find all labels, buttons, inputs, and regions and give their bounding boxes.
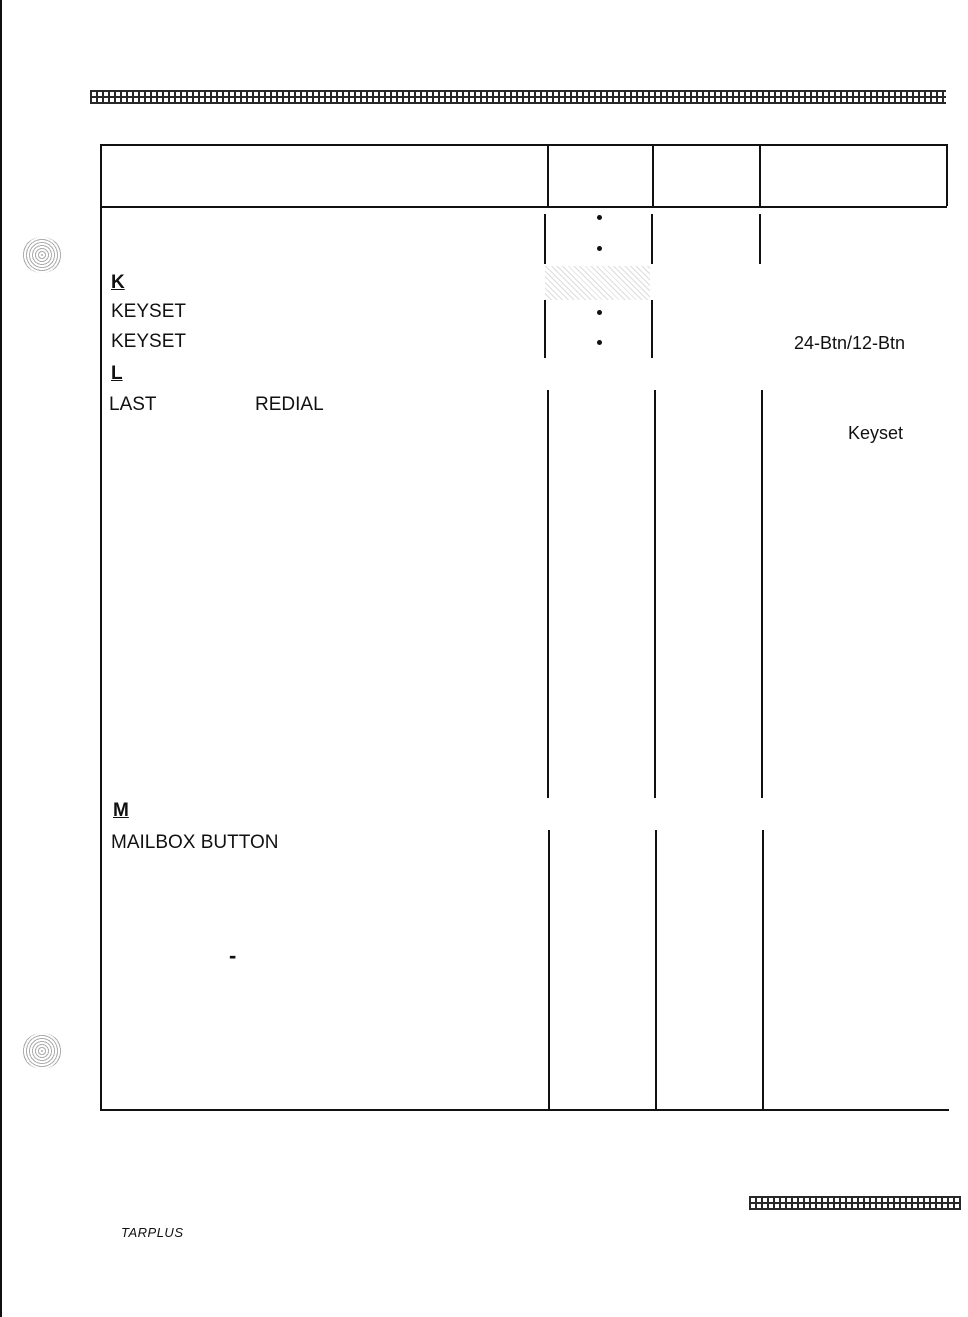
row-label-last: LAST: [109, 394, 157, 415]
bullet-dot: [597, 340, 602, 345]
section-heading-l: L: [111, 363, 123, 384]
col-divider-2: [651, 214, 653, 264]
col-divider-2d: [655, 830, 657, 1109]
bullet-dot: [597, 215, 602, 220]
note-keyset: Keyset: [848, 423, 904, 443]
page-left-rule: [0, 0, 2, 1317]
col-divider-3: [759, 214, 761, 264]
header-col-divider-1: [547, 144, 549, 206]
top-decorative-border: [90, 90, 946, 104]
row-label-keyset: KEYSET: [111, 301, 186, 322]
col-divider-3c: [761, 390, 763, 798]
row-label-mailbox-button: MAILBOX BUTTON: [111, 832, 279, 853]
header-col-divider-2: [652, 144, 654, 206]
bullet-dot: [597, 310, 602, 315]
col-divider-1d: [548, 830, 550, 1109]
punch-hole-mark: [22, 1033, 62, 1069]
bottom-decorative-border: [749, 1196, 961, 1210]
dash-mark: -: [229, 943, 237, 968]
header-col-divider-3: [759, 144, 761, 206]
table-left-border: [100, 144, 102, 1110]
footer-brand: TARPLUS: [121, 1225, 184, 1240]
note-btn-spec: 24-Btn/12-Btn: [794, 333, 906, 353]
table-right-border: [946, 144, 948, 206]
table-header-divider: [100, 206, 947, 208]
section-heading-m: M: [113, 800, 129, 821]
row-label-redial: REDIAL: [255, 394, 324, 415]
punch-hole-mark: [22, 237, 62, 273]
section-heading-k: K: [111, 272, 125, 293]
col-divider-2c: [654, 390, 656, 798]
col-divider-3d: [762, 830, 764, 1109]
bullet-dot: [597, 246, 602, 251]
col-divider-1: [544, 214, 546, 264]
col-divider-1b: [544, 300, 546, 358]
col-divider-1c: [547, 390, 549, 798]
row-label-keyset: KEYSET: [111, 331, 186, 352]
shaded-cell: [545, 266, 650, 300]
col-divider-2b: [651, 300, 653, 358]
table-bottom-border: [100, 1109, 949, 1111]
table-top-border: [100, 144, 947, 146]
